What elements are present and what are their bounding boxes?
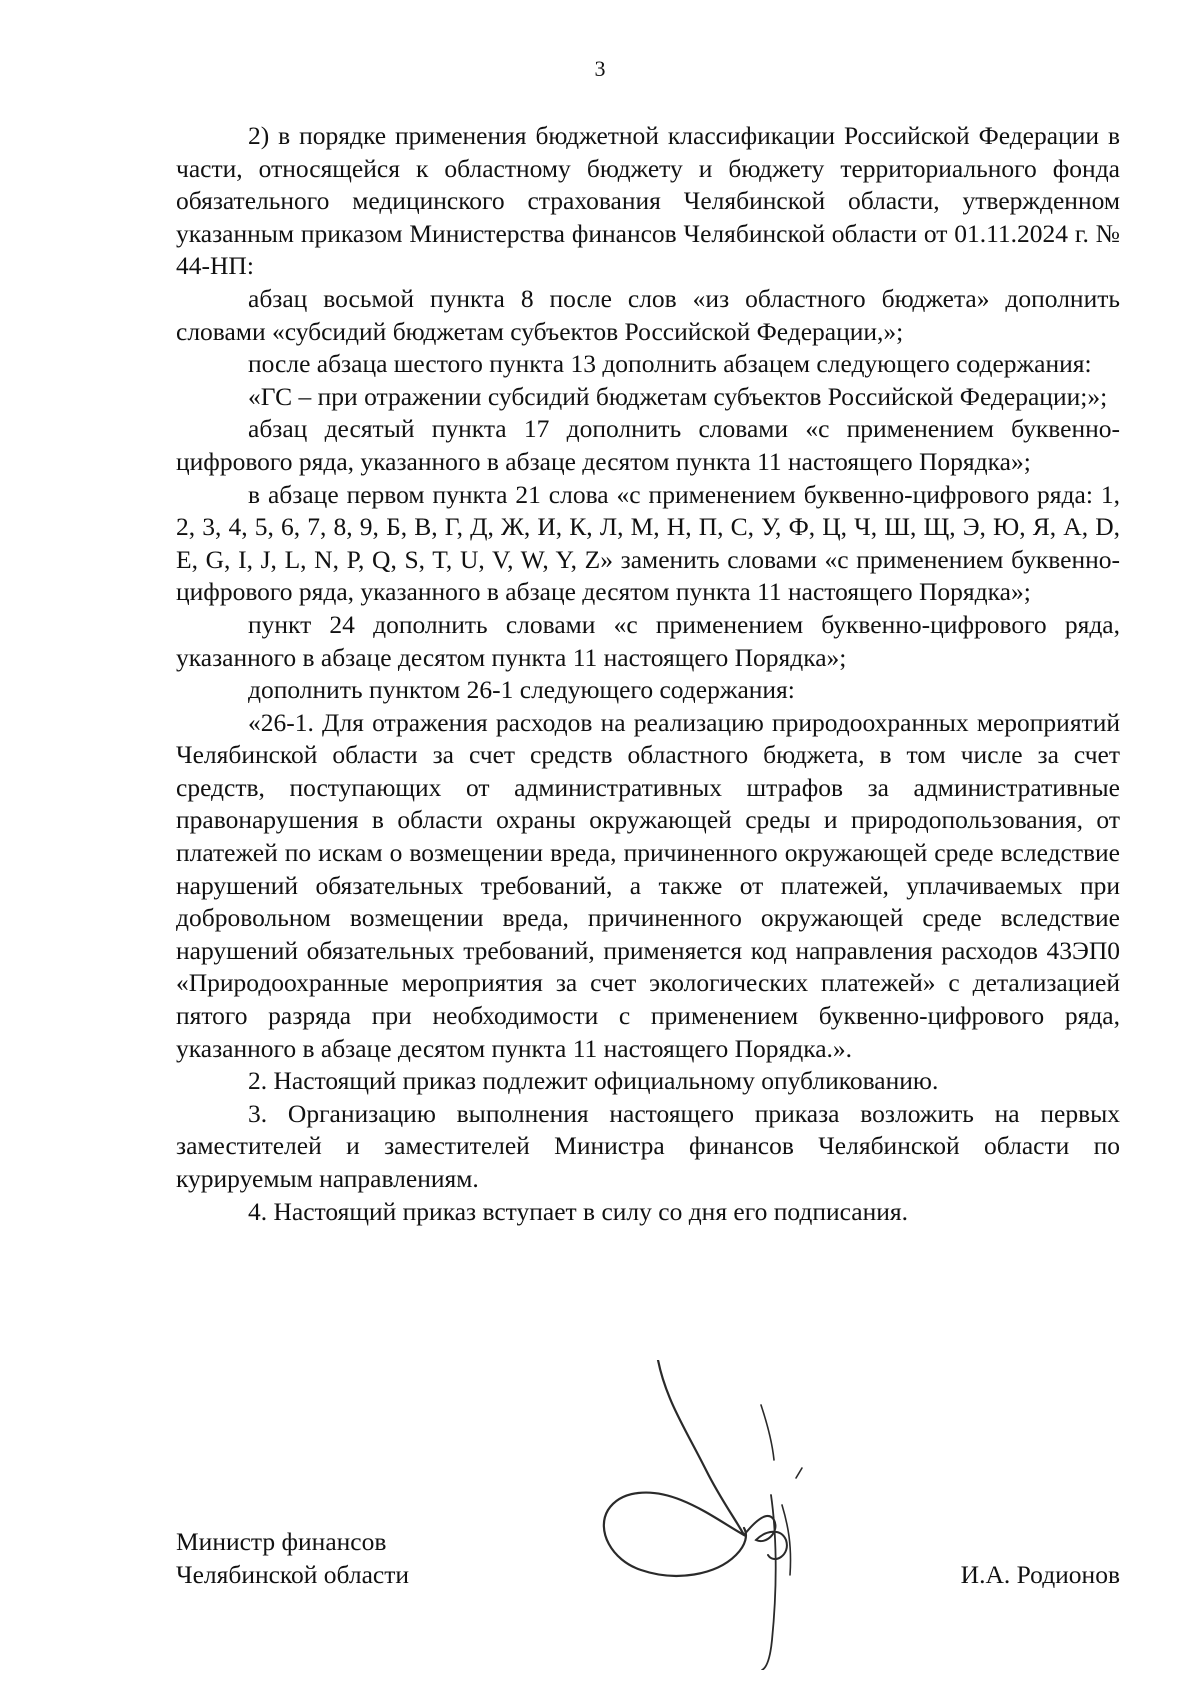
paragraph-item-24: пункт 24 дополнить словами «с применением буквенно-цифрового ряда, указанного в абзаце десятом пункта 11 настоящего Порядка»; <box>176 609 1120 672</box>
paragraph-publication: 2. Настоящий приказ подлежит официальному опубликованию. <box>248 1066 939 1096</box>
paragraph-execution: 3. Организацию выполнения настоящего приказа возложить на первых заместителей и заместителей Министра финансов Челябинской области по курируемым направлениям. <box>176 1098 1120 1193</box>
paragraph-add-item-26-1: дополнить пунктом 26-1 следующего содержания: <box>248 675 795 705</box>
paragraph-item-26-1-text: «26-1. Для отражения расходов на реализацию природоохранных мероприятий Челябинской области за счет средств областного бюджета, в том числе за счет средств, поступающих от административных штрафов за административные правонарушения в области охраны окружающей среды и природопользования, от платежей по искам о возмещении вреда, причиненного окружающей среде вследствие нарушений обязательных требований, а также от платежей, уплачиваемых при добровольном возмещении вреда, причиненного окружающей среде вследствие нарушений обязательных требований, применяется код направления расходов 43ЭП0 «Природоохранные мероприятия за счет экологических платежей» с детализацией пятого разряда при необходимости с применением буквенно-цифрового ряда, указанного в абзаце десятом пункта 11 настоящего Порядка.». <box>176 707 1120 1063</box>
page-number: 3 <box>594 56 606 81</box>
signature-block <box>176 1525 1120 1685</box>
signer-name: И.А. Родионов <box>960 1560 1120 1589</box>
signer-title-line-1: Министр финансов <box>176 1527 387 1556</box>
paragraph-item-17: абзац десятый пункта 17 дополнить словами «с применением буквенно-цифрового ряда, указанного в абзаце десятом пункта 11 настоящего Порядка»; <box>176 414 1120 476</box>
paragraph-item-13: после абзаца шестого пункта 13 дополнить абзацем следующего содержания: <box>248 349 1092 379</box>
paragraph-budget-classification: 2) в порядке применения бюджетной классификации Российской Федерации в части, относящейся к областному бюджету и бюджету территориального фонда обязательного медицинского страхования Челябинской области, утвержденном указанным приказом Министерства финансов Челябинской области от 01.11.2024 г. № 44-НП: <box>176 121 1120 281</box>
paragraph-gs-code: «ГС – при отражении субсидий бюджетам субъектов Российской Федерации;»; <box>248 381 1108 411</box>
handwritten-signature <box>596 1360 826 1670</box>
paragraph-effective-date: 4. Настоящий приказ вступает в силу со дня его подписания. <box>248 1196 908 1226</box>
paragraph-item-8: абзац восьмой пункта 8 после слов «из областного бюджета» дополнить словами «субсидий бюджетам субъектов Российской Федерации,»; <box>176 283 1120 346</box>
order-body <box>176 120 1120 1228</box>
paragraph-item-21: в абзаце первом пункта 21 слова «с применением буквенно-цифрового ряда: 1, 2, 3, 4, 5, 6, 7, 8, 9, Б, В, Г, Д, Ж, И, К, Л, М, Н, П, С, У, Ф, Ц, Ч, Ш, Щ, Э, Ю, Я, A, D, E, G, I, J, L, N, P, Q, S, T, U, V, W, Y, Z» заменить словами «с применением буквенно-цифрового ряда, указанного в абзаце десятом пункта 11 настоящего Порядка»; <box>176 479 1120 607</box>
signer-title <box>176 1525 409 1591</box>
signer-title-line-2: Челябинской области <box>176 1560 410 1589</box>
